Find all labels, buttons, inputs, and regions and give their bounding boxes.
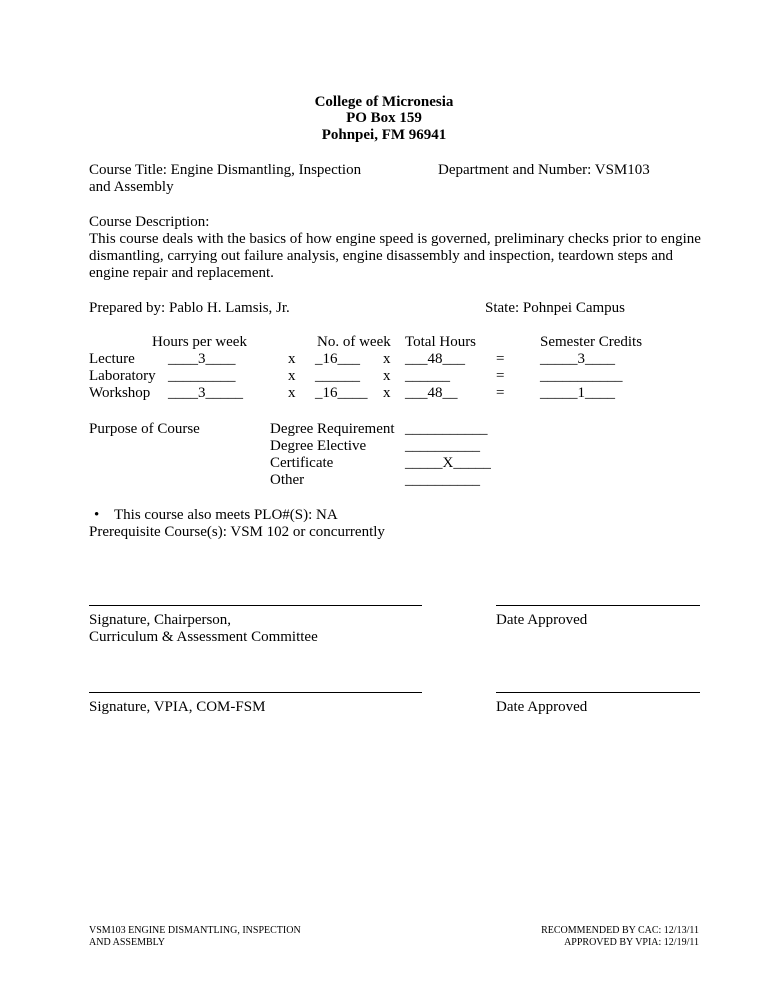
row-label-workshop: Workshop xyxy=(89,385,151,401)
date-approved-label: Date Approved xyxy=(496,612,588,628)
signature-line xyxy=(89,605,422,606)
workshop-hours: ____3_____ xyxy=(168,385,243,401)
workshop-total: ___48__ xyxy=(405,385,458,401)
purpose-label: Purpose of Course xyxy=(89,421,200,437)
description-line-2: dismantling, carrying out failure analysis, engine disassembly and inspection, teardown steps and xyxy=(89,248,674,264)
row-label-lecture: Lecture xyxy=(89,351,135,367)
purpose-item-value: ___________ xyxy=(405,421,488,437)
lecture-credits: _____3____ xyxy=(540,351,615,367)
workshop-weeks: _16____ xyxy=(315,385,368,401)
prepared-by: Prepared by: Pablo H. Lamsis, Jr. xyxy=(89,300,290,316)
workshop-equals: = xyxy=(496,385,505,401)
lecture-total: ___48___ xyxy=(405,351,465,367)
prerequisite-courses: Prerequisite Course(s): VSM 102 or concurrently xyxy=(89,524,385,540)
institution-name: College of Micronesia xyxy=(314,94,454,110)
signature-chairperson-label: Signature, Chairperson, xyxy=(89,612,232,628)
header-semester-credits: Semester Credits xyxy=(540,334,643,350)
workshop-times-1: x xyxy=(288,385,296,401)
date-line xyxy=(496,692,700,693)
laboratory-total: ______ xyxy=(405,368,450,384)
lecture-equals: = xyxy=(496,351,505,367)
footer-course-line-1: VSM103 ENGINE DISMANTLING, INSPECTION xyxy=(89,925,301,936)
campus-state: State: Pohnpei Campus xyxy=(485,300,625,316)
description-line-1: This course deals with the basics of how engine speed is governed, preliminary checks prior to engine xyxy=(89,231,701,247)
purpose-item-label: Degree Requirement xyxy=(270,421,395,437)
address-line-2: Pohnpei, FM 96941 xyxy=(321,127,447,143)
date-line xyxy=(496,605,700,606)
lecture-hours: ____3____ xyxy=(168,351,236,367)
signature-committee-label: Curriculum & Assessment Committee xyxy=(89,629,318,645)
course-title-line-2: and Assembly xyxy=(89,179,174,195)
description-heading: Course Description: xyxy=(89,214,210,230)
plo-statement: This course also meets PLO#(S): NA xyxy=(114,507,338,523)
purpose-item-label: Other xyxy=(270,472,305,488)
header-total-hours: Total Hours xyxy=(405,334,477,350)
laboratory-hours: _________ xyxy=(168,368,236,384)
date-approved-label: Date Approved xyxy=(496,699,588,715)
laboratory-times-1: x xyxy=(288,368,296,384)
lecture-times-1: x xyxy=(288,351,296,367)
laboratory-weeks: ______ xyxy=(315,368,360,384)
laboratory-equals: = xyxy=(496,368,505,384)
address-line-1: PO Box 159 xyxy=(346,110,422,126)
lecture-times-2: x xyxy=(383,351,391,367)
footer-course-line-2: AND ASSEMBLY xyxy=(89,937,165,948)
description-line-3: engine repair and replacement. xyxy=(89,265,274,281)
department-number: Department and Number: VSM103 xyxy=(438,162,650,178)
footer-approved: APPROVED BY VPIA: 12/19/11 xyxy=(564,937,699,948)
row-label-laboratory: Laboratory xyxy=(89,368,156,384)
header-hours-per-week: Hours per week xyxy=(152,334,247,350)
footer-recommended: RECOMMENDED BY CAC: 12/13/11 xyxy=(541,925,699,936)
signature-vpia-label: Signature, VPIA, COM-FSM xyxy=(89,699,266,715)
lecture-weeks: _16___ xyxy=(315,351,360,367)
workshop-credits: _____1____ xyxy=(540,385,615,401)
signature-line xyxy=(89,692,422,693)
purpose-item-value: __________ xyxy=(405,438,480,454)
purpose-item-label: Degree Elective xyxy=(270,438,367,454)
workshop-times-2: x xyxy=(383,385,391,401)
purpose-item-value: _____X_____ xyxy=(405,455,491,471)
bullet-icon: • xyxy=(94,507,100,523)
course-title-line-1: Course Title: Engine Dismantling, Inspection xyxy=(89,162,362,178)
laboratory-credits: ___________ xyxy=(540,368,623,384)
header-no-of-week: No. of week xyxy=(317,334,391,350)
laboratory-times-2: x xyxy=(383,368,391,384)
purpose-item-value: __________ xyxy=(405,472,480,488)
purpose-item-label: Certificate xyxy=(270,455,334,471)
